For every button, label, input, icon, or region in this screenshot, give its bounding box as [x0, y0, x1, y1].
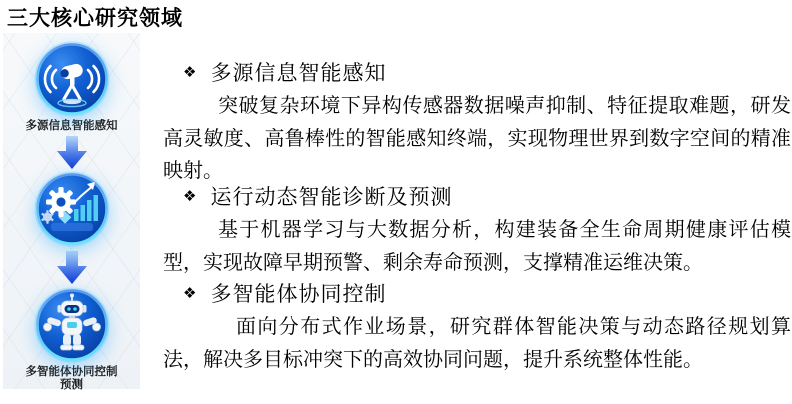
research-section-diagnosis	[163, 181, 791, 279]
step-label-line1: 多智能体协同控制	[25, 366, 118, 378]
section-body: 面向分布式作业场景，研究群体智能决策与动态路径规划算法，解决多目标冲突下的高效协同问题，提升系统整体性能。	[163, 316, 791, 371]
section-body: 基于机器学习与大数据分析，构建装备全生命周期健康评估模型，实现故障早期预警、剩余寿命预测，支撑精准运维决策。	[163, 219, 791, 274]
down-arrow-icon	[50, 135, 94, 171]
diamond-bullet-icon: ❖	[183, 186, 198, 205]
section-body: 突破复杂环境下异构传感器数据噪声抑制、特征提取难题，研发高灵敏度、高鲁棒性的智能感知终端，实现物理世界到数字空间的精准映射。	[163, 95, 791, 182]
section-heading	[163, 181, 791, 211]
section-heading-text: 多智能体协同控制	[210, 282, 387, 306]
section-heading	[163, 278, 791, 308]
section-heading-text: 运行动态智能诊断及预测	[210, 185, 453, 209]
diamond-bullet-icon: ❖	[183, 62, 198, 81]
down-arrow-icon	[50, 250, 94, 286]
research-section-multi-agent	[163, 278, 791, 376]
section-heading	[163, 57, 791, 87]
research-section-sensing	[163, 57, 791, 188]
step-label-sensing: 多源信息智能感知	[25, 120, 118, 132]
sensor-antenna-icon	[34, 41, 110, 117]
page-title: 三大核心研究领域	[7, 6, 183, 30]
section-heading-text: 多源信息智能感知	[210, 61, 387, 85]
robot-icon	[34, 287, 110, 363]
research-flow-panel	[3, 33, 140, 389]
diamond-bullet-icon: ❖	[183, 283, 198, 302]
step-label-multi-agent	[3, 366, 140, 392]
gear-chart-icon	[34, 171, 110, 247]
step-label-line2: 预测	[60, 379, 83, 391]
